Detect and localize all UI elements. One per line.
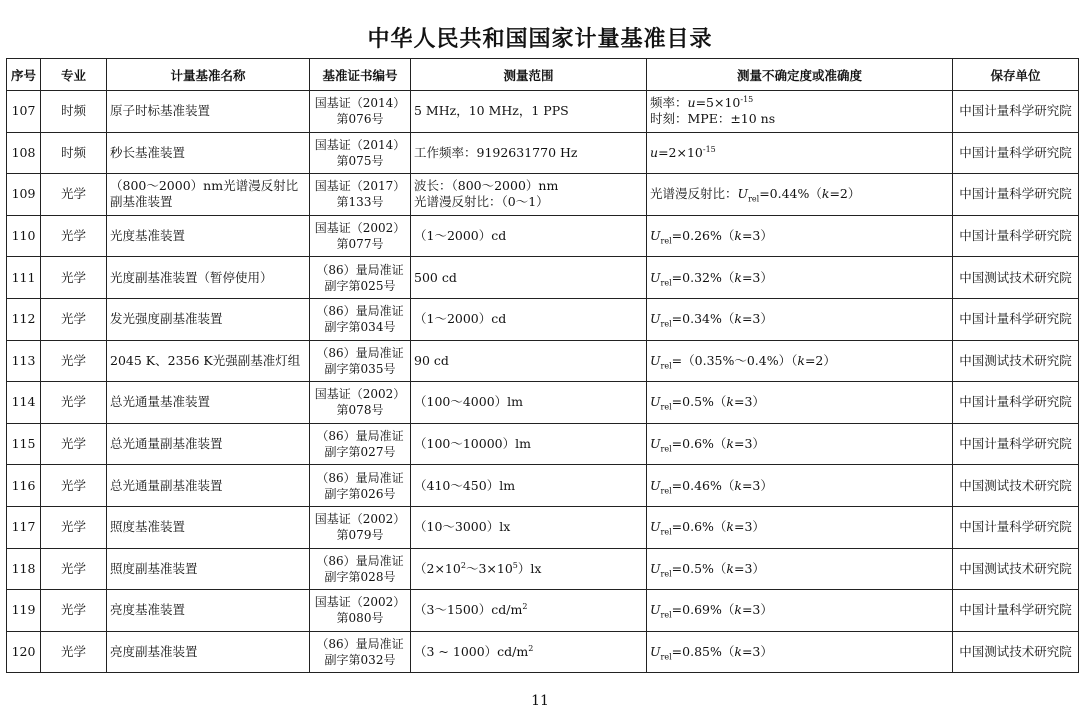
cell-cert (310, 382, 411, 424)
cell-cert-line: 国基证（2014） (314, 137, 406, 152)
table-row (7, 382, 1079, 424)
cell-cert-line: 副字第034号 (324, 320, 396, 335)
cell-org: 中国计量科学研究院 (953, 423, 1079, 465)
cell-range (411, 548, 647, 590)
cell-uncertainty-line: $U_{rel}=0.34\%(k=3)$ (650, 311, 773, 329)
cell-cert-line: （86）量局准证 (316, 470, 404, 485)
cell-name: （800～2000）nm光谱漫反射比副基准装置 (107, 174, 310, 216)
cell-cert (310, 590, 411, 632)
cell-uncertainty (647, 132, 953, 174)
cell-no: 113 (7, 340, 41, 382)
cell-range (411, 590, 647, 632)
cell-field: 光学 (41, 465, 107, 507)
table-row (7, 91, 1079, 133)
cell-field: 光学 (41, 340, 107, 382)
cell-range-line: 5 MHz，10 MHz，1 PPS (414, 103, 569, 119)
col-header-no: 序号 (7, 59, 41, 91)
cell-cert (310, 631, 411, 673)
col-header-uncertainty: 测量不确定度或准确度 (647, 59, 953, 91)
cell-uncertainty-line: 光谱漫反射比：$U_{rel}=0.44\%(k=2)$ (650, 186, 861, 204)
cell-field: 光学 (41, 423, 107, 465)
cell-range (411, 506, 647, 548)
cell-org: 中国计量科学研究院 (953, 298, 1079, 340)
cell-org: 中国计量科学研究院 (953, 506, 1079, 548)
cell-range-line: 90 cd (414, 352, 449, 368)
cell-cert-line: 国基证（2002） (314, 387, 406, 402)
cell-no: 120 (7, 631, 41, 673)
cell-range-line: （1～2000）cd (414, 311, 507, 327)
cell-no: 115 (7, 423, 41, 465)
cell-cert-line: （86）量局准证 (316, 262, 404, 277)
cell-org: 中国测试技术研究院 (953, 548, 1079, 590)
table-row (7, 506, 1079, 548)
table-row (7, 132, 1079, 174)
cell-field: 时频 (41, 132, 107, 174)
cell-name: 原子时标基准装置 (107, 91, 310, 133)
cell-no: 117 (7, 506, 41, 548)
cell-no: 108 (7, 132, 41, 174)
cell-range (411, 215, 647, 257)
cell-field: 光学 (41, 298, 107, 340)
cell-field: 时频 (41, 91, 107, 133)
table-row (7, 340, 1079, 382)
cell-name: 发光强度副基准装置 (107, 298, 310, 340)
cell-name: 光度副基准装置（暂停使用） (107, 257, 310, 299)
cell-cert-line: （86）量局准证 (316, 429, 404, 444)
cell-no: 109 (7, 174, 41, 216)
cell-cert-line: 副字第027号 (324, 445, 396, 460)
cell-uncertainty (647, 590, 953, 632)
cell-no: 112 (7, 298, 41, 340)
cell-range (411, 631, 647, 673)
cell-no: 119 (7, 590, 41, 632)
cell-org: 中国计量科学研究院 (953, 174, 1079, 216)
cell-name: 总光通量基准装置 (107, 382, 310, 424)
cell-cert (310, 506, 411, 548)
cell-cert (310, 215, 411, 257)
cell-uncertainty-line: 时刻：MPE：±10 ns (650, 111, 776, 127)
col-header-name: 计量基准名称 (107, 59, 310, 91)
cell-range-line: （3 ~ $1000)cd/m^2$ (414, 643, 534, 660)
cell-org: 中国计量科学研究院 (953, 382, 1079, 424)
cell-cert (310, 340, 411, 382)
cell-range-line: （100～4000）lm (414, 394, 524, 410)
cell-range (411, 132, 647, 174)
cell-name: 总光通量副基准装置 (107, 423, 310, 465)
cell-range-line: （410～450）lm (414, 477, 516, 493)
cell-uncertainty (647, 506, 953, 548)
cell-uncertainty-line: $U_{rel}=0.5\%(k=3)$ (650, 394, 765, 412)
cell-cert (310, 465, 411, 507)
cell-cert-line: 副字第032号 (324, 653, 396, 668)
cell-uncertainty-line: $U_{rel}=0.69\%(k=3)$ (650, 602, 773, 620)
cell-uncertainty-line: $U_{rel}=0.6\%(k=3)$ (650, 436, 765, 454)
cell-name: 照度基准装置 (107, 506, 310, 548)
cell-range-line: 波长：（800～2000）nm (414, 178, 559, 194)
cell-range-line: （10～3000）lx (414, 519, 511, 535)
col-header-org: 保存单位 (953, 59, 1079, 91)
cell-field: 光学 (41, 257, 107, 299)
cell-org: 中国测试技术研究院 (953, 631, 1079, 673)
cell-uncertainty-line: $U_{rel}=0.46\%(k=3)$ (650, 477, 773, 496)
cell-org: 中国计量科学研究院 (953, 91, 1079, 133)
cell-cert-line: （86）量局准证 (316, 637, 404, 652)
cell-cert (310, 298, 411, 340)
page-title: 中华人民共和国国家计量基准目录 (367, 27, 713, 52)
cell-no: 107 (7, 91, 41, 133)
cell-uncertainty-line: $u=2\times 10^{-15}$ (650, 144, 716, 160)
cell-cert-line: 国基证（2002） (314, 595, 406, 610)
cell-uncertainty-line: $U_{rel}=0.32\%(k=3)$ (650, 269, 773, 288)
cell-uncertainty (647, 298, 953, 340)
cell-field: 光学 (41, 506, 107, 548)
cell-range-line: （1～2000）cd (414, 228, 507, 244)
cell-cert-line: （86）量局准证 (316, 345, 404, 360)
cell-cert-line: 副字第035号 (324, 361, 396, 376)
cell-range (411, 423, 647, 465)
cell-uncertainty (647, 174, 953, 216)
cell-cert-line: 国基证（2017） (314, 179, 406, 194)
cell-org: 中国测试技术研究院 (953, 257, 1079, 299)
cell-name: 2045 K、2356 K光强副基准灯组 (107, 340, 310, 382)
cell-field: 光学 (41, 215, 107, 257)
cell-range-line: 500 cd (414, 269, 457, 285)
cell-name: 亮度副基准装置 (107, 631, 310, 673)
cell-name: 亮度基准装置 (107, 590, 310, 632)
table-row (7, 298, 1079, 340)
cell-no: 118 (7, 548, 41, 590)
cell-uncertainty-line: $U_{rel}=0.26\%(k=3)$ (650, 228, 773, 246)
cell-field: 光学 (41, 590, 107, 632)
cell-no: 114 (7, 382, 41, 424)
cell-uncertainty (647, 465, 953, 507)
col-header-field: 专业 (41, 59, 107, 91)
table-row (7, 465, 1079, 507)
cell-cert-line: 副字第028号 (324, 569, 396, 584)
cell-field: 光学 (41, 174, 107, 216)
cell-range (411, 340, 647, 382)
cell-range (411, 91, 647, 133)
cell-cert (310, 91, 411, 133)
cell-cert-line: 副字第026号 (324, 486, 396, 501)
table-row (7, 631, 1079, 673)
table-row (7, 548, 1079, 590)
table-body (7, 91, 1079, 673)
cell-uncertainty (647, 91, 953, 133)
cell-name: 秒长基准装置 (107, 132, 310, 174)
cell-uncertainty (647, 257, 953, 299)
cell-range (411, 382, 647, 424)
cell-uncertainty (647, 382, 953, 424)
table-row (7, 174, 1079, 216)
table-row (7, 215, 1079, 257)
cell-field: 光学 (41, 548, 107, 590)
cell-name: 光度基准装置 (107, 215, 310, 257)
cell-uncertainty-line: $U_{rel}=(0.35\%\sim 0.4\%)(k=2)$ (650, 352, 836, 371)
cell-range-line: （100～10000）lm (414, 436, 531, 452)
cell-cert-line: 第079号 (336, 528, 384, 543)
cell-range (411, 257, 647, 299)
cell-cert-line: 国基证（2002） (314, 221, 406, 236)
cell-org: 中国测试技术研究院 (953, 465, 1079, 507)
table-header-row (7, 59, 1079, 91)
standards-table (6, 58, 1079, 673)
cell-cert (310, 257, 411, 299)
cell-cert-line: 第133号 (336, 195, 384, 210)
cell-cert-line: （86）量局准证 (316, 304, 404, 319)
table-row (7, 423, 1079, 465)
cell-cert-line: 国基证（2014） (314, 96, 406, 111)
cell-range-line: 光谱漫反射比：（0～1） (414, 194, 549, 210)
cell-uncertainty (647, 215, 953, 257)
cell-name: 照度副基准装置 (107, 548, 310, 590)
cell-cert-line: 第075号 (336, 153, 384, 168)
cell-field: 光学 (41, 382, 107, 424)
cell-cert-line: （86）量局准证 (316, 553, 404, 568)
cell-no: 116 (7, 465, 41, 507)
cell-cert (310, 548, 411, 590)
cell-uncertainty-line: $U_{rel}=0.85\%(k=3)$ (650, 644, 773, 662)
cell-cert (310, 174, 411, 216)
cell-cert-line: 第076号 (336, 112, 384, 127)
cell-cert-line: 第077号 (336, 237, 384, 252)
cell-org: 中国计量科学研究院 (953, 132, 1079, 174)
table-row (7, 257, 1079, 299)
cell-range (411, 298, 647, 340)
cell-org: 中国计量科学研究院 (953, 590, 1079, 632)
cell-name: 总光通量副基准装置 (107, 465, 310, 507)
cell-no: 110 (7, 215, 41, 257)
cell-range (411, 174, 647, 216)
cell-range-line: 工作频率：9192631770 Hz (414, 144, 578, 160)
cell-cert-line: 第078号 (336, 403, 384, 418)
cell-range-line: $(3\sim 1500)cd/m^2$ (414, 602, 528, 618)
page-number: 11 (531, 693, 549, 709)
cell-uncertainty (647, 423, 953, 465)
table-row (7, 590, 1079, 632)
cell-org: 中国计量科学研究院 (953, 215, 1079, 257)
cell-range-line: $(2\times 10^2\sim 3\times 10^5)lx$ (414, 560, 542, 576)
cell-cert-line: 副字第025号 (324, 278, 396, 293)
cell-cert (310, 423, 411, 465)
cell-uncertainty-line: 频率：$u=5\times 10^{-15}$ (650, 95, 754, 111)
cell-uncertainty (647, 340, 953, 382)
cell-range (411, 465, 647, 507)
cell-uncertainty (647, 548, 953, 590)
cell-uncertainty-line: $U_{rel}=0.5\%(k=3)$ (650, 560, 765, 579)
cell-field: 光学 (41, 631, 107, 673)
cell-org: 中国测试技术研究院 (953, 340, 1079, 382)
cell-no: 111 (7, 257, 41, 299)
cell-cert-line: 国基证（2002） (314, 512, 406, 527)
cell-uncertainty (647, 631, 953, 673)
col-header-range: 测量范围 (411, 59, 647, 91)
cell-cert-line: 第080号 (336, 611, 384, 626)
cell-uncertainty-line: $U_{rel}=0.6\%(k=3)$ (650, 519, 765, 537)
cell-cert (310, 132, 411, 174)
col-header-cert: 基准证书编号 (310, 59, 411, 91)
